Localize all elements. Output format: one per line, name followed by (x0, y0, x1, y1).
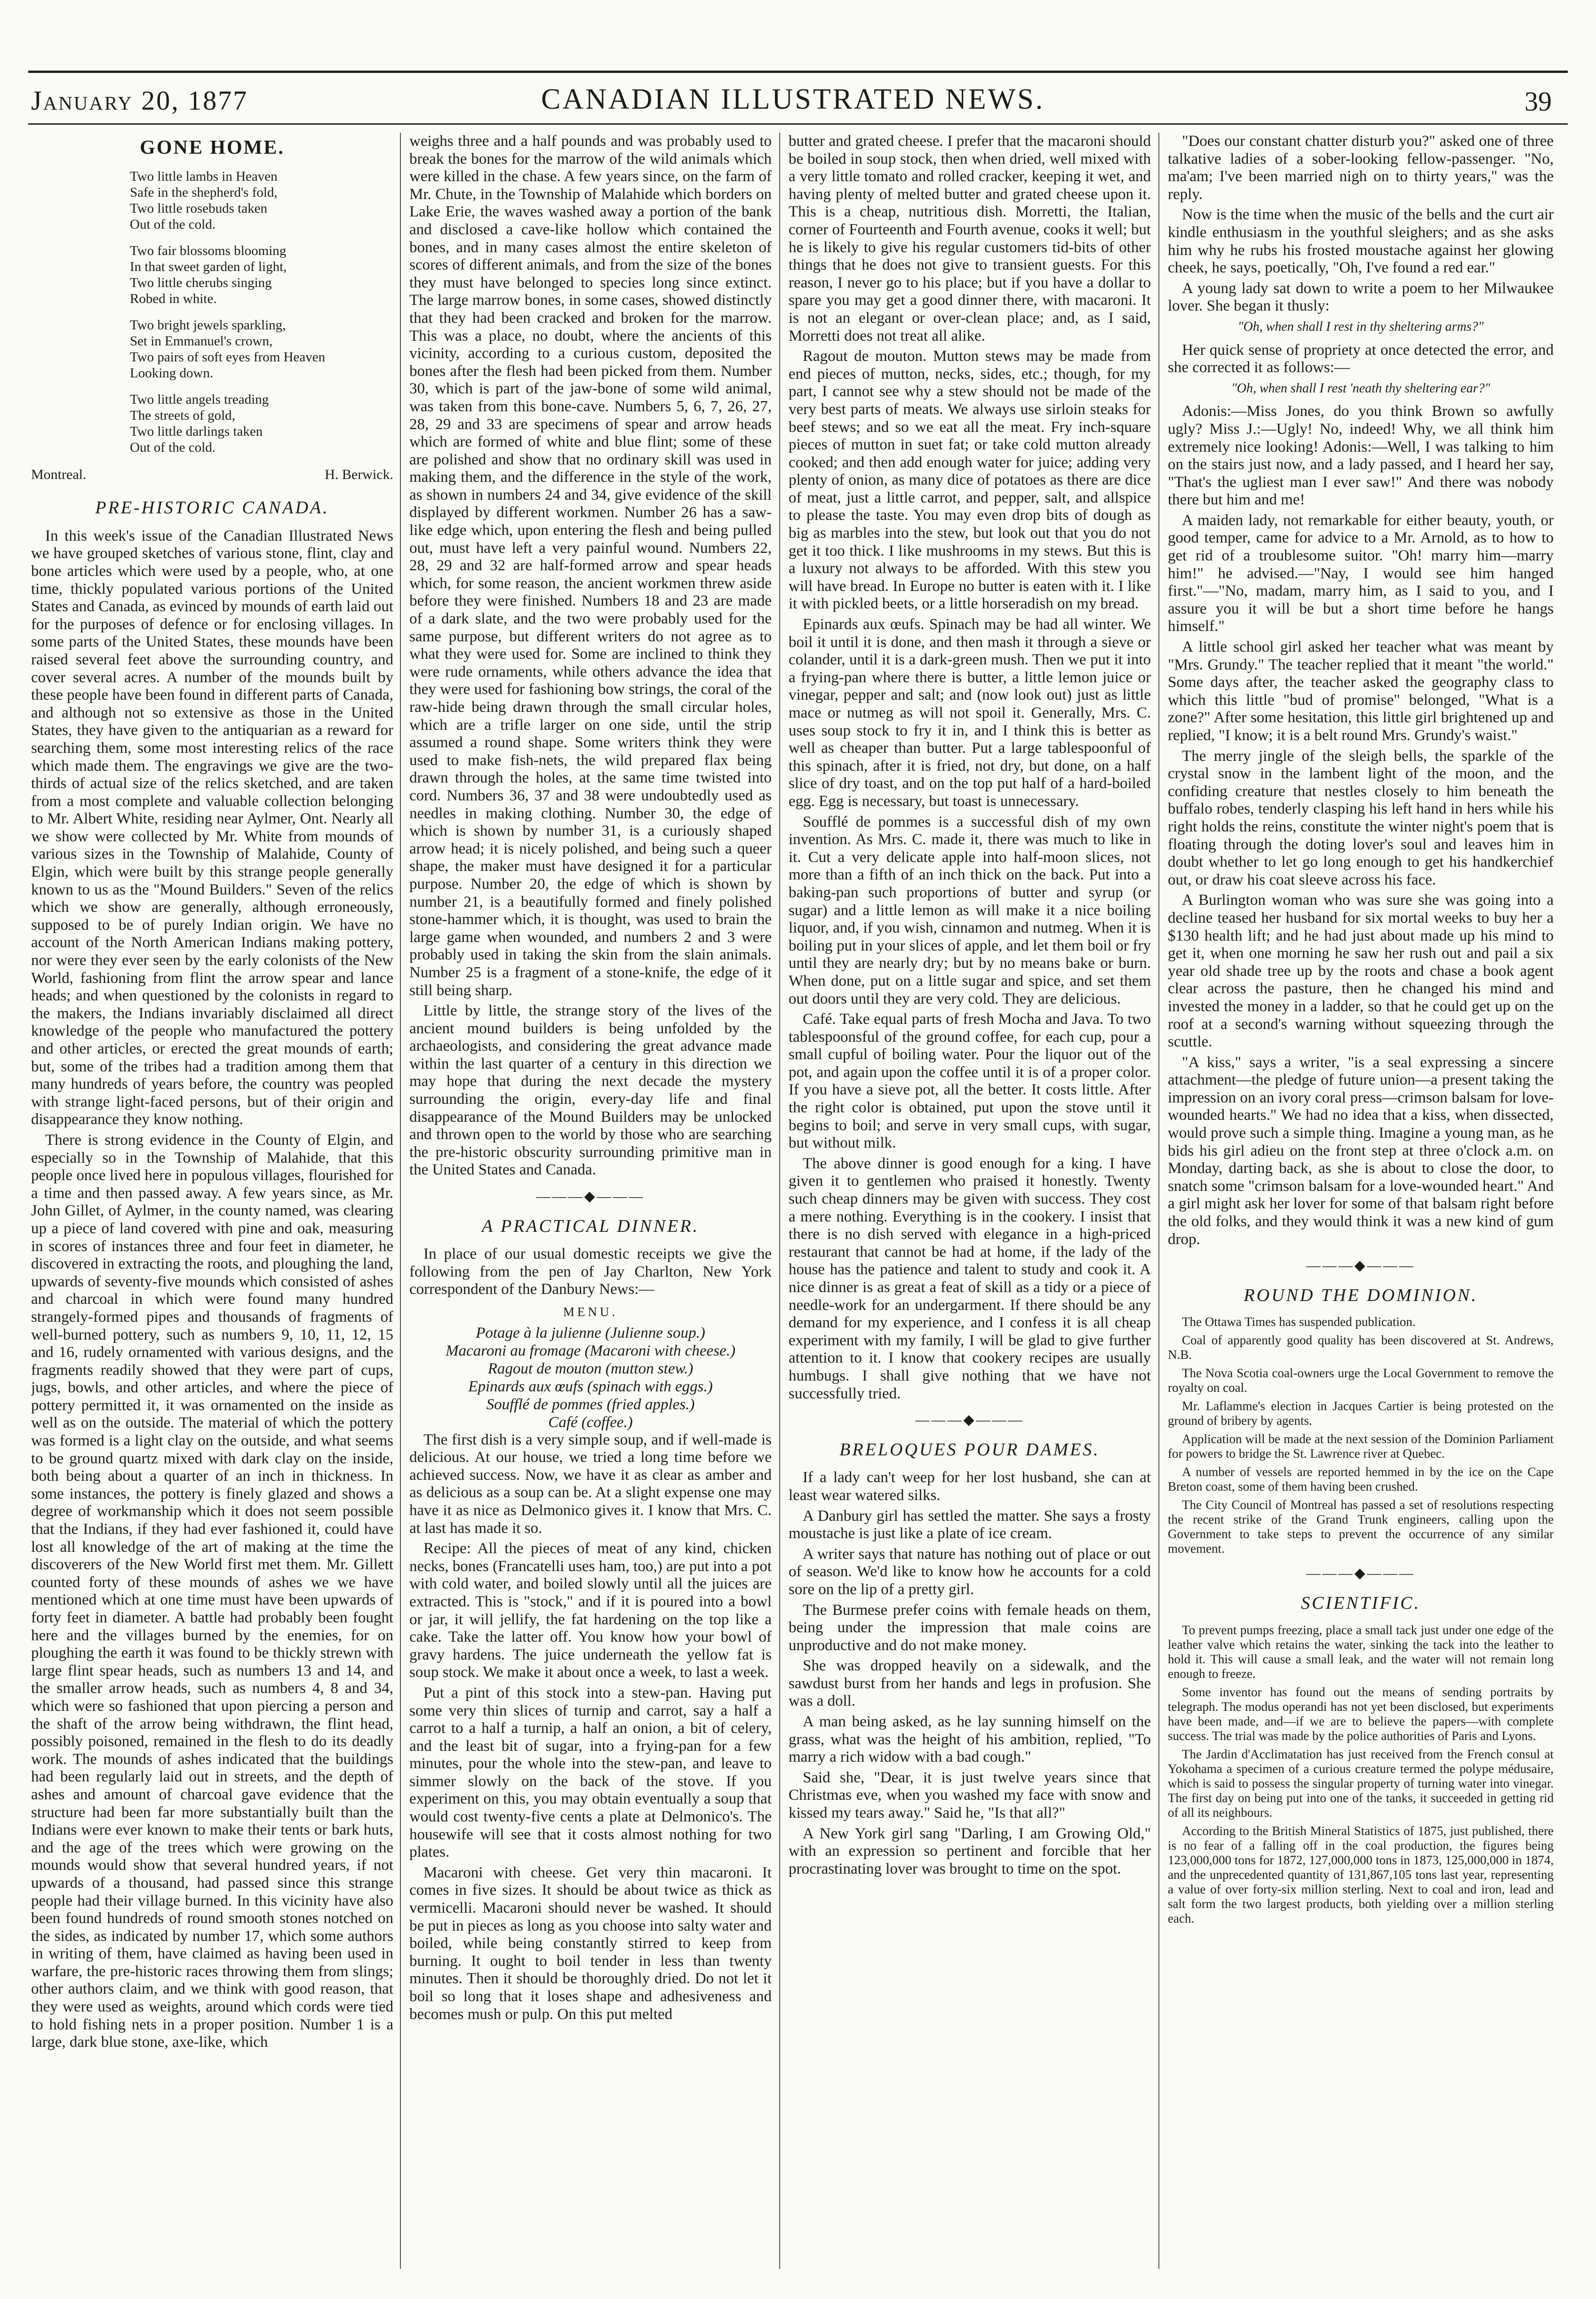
menu-item: Ragout de mouton (mutton stew.) (487, 1360, 694, 1377)
poem-line: Two little angels treading (130, 391, 269, 407)
column-4 (1168, 133, 1554, 2269)
poem-line: Two little lambs in Heaven (130, 168, 278, 184)
poem-stanza (130, 243, 393, 307)
joke-item: If a lady can't weep for her lost husband, she can at least wear watered silks. (789, 1469, 1151, 1504)
news-item: A number of vessels are reported hemmed in by the ice on the Cape Breton coast, some of them having been crushed. (1168, 1465, 1554, 1494)
section-title-prehistoric: PRE-HISTORIC CANADA. (95, 498, 329, 518)
joke-item: The merry jingle of the sleigh bells, the sparkle of the crystal snow in the lambent light of the moon, and the confiding creature that nestles closely to him beneath the buffalo robes, tenderly clasping his left hand in hers while his right holds the reins, constitute the winter night's poem that is floating through the doting lover's soul and leaves him in doubt whether to let go long enough to get his handkerchief out, or draw his coat sleeve across his face. (1168, 747, 1554, 888)
poem-line: In that sweet garden of light, (130, 259, 287, 274)
header-bottom-rule (28, 123, 1568, 125)
poem-stanza (130, 168, 393, 232)
news-item: Mr. Laflamme's election in Jacques Cartier is being protested on the ground of bribery by agents. (1168, 1399, 1554, 1428)
running-date: January 20, 1877 (31, 85, 248, 116)
joke-item: Said she, "Dear, it is just twelve years since that Christmas eve, when you washed my face with snow and kissed my tears away." Said he, "Is that all?" (789, 1769, 1151, 1822)
poem-stanza (130, 391, 393, 455)
joke-item: "Does our constant chatter disturb you?" asked one of three talkative ladies of a sober-looking fellow-passenger. "No, ma'am; I've been married nigh on to thirty years," was the reply. (1168, 133, 1554, 203)
joke-item: A little school girl asked her teacher what was meant by "Mrs. Grundy." The teacher replied that it meant "the world." Some days after, the teacher asked the geography class to which this little "bud of promise" belonged, "What is a zone?" After some hesitation, this little girl brightened up and replied, "I know; it is a belt round Mrs. Grundy's waist." (1168, 639, 1554, 744)
joke-item: A maiden lady, not remarkable for either beauty, youth, or good temper, came for advice to a Mr. Arnold, as to how to get rid of a troublesome suitor. "Oh! marry him—marry him!" he advised.—"Nay, I would see him hanged first."—"No, madam, marry him, as I said to you, and I assure you it will be but a short time before he hangs himself." (1168, 511, 1554, 635)
section-title-dominion: ROUND THE DOMINION. (1244, 1285, 1478, 1305)
news-item: Some inventor has found out the means of sending portraits by telegraph. The modus operandi has not yet been disclosed, but experiments have been made, and—if we are to believe the papers—with complete success. The trial was made by the police authorities of Paris and Lyons. (1168, 1684, 1554, 1743)
column-rule (1158, 133, 1159, 2269)
menu-item: Macaroni au fromage (Macaroni with cheese.) (446, 1342, 735, 1359)
section-title-dinner: A PRACTICAL DINNER. (481, 1216, 699, 1236)
section-divider: ———◆——— (1306, 1258, 1415, 1274)
article-paragraph: Little by little, the strange story of the lives of the ancient mound builders is being unfolded by the archaeologists, and considering the great advance made within the last quarter of a century in this direction we may hope that during the next decade the mystery surrounding the origin, every-day life and final disappearance of the Mound Builders may be unlocked and thrown open to the world by those who are searching the pre-historic obscurity surrounding primitive man in the United States and Canada. (409, 1002, 772, 1179)
menu-item: Café (coffee.) (548, 1413, 633, 1431)
news-item: The Nova Scotia coal-owners urge the Local Government to remove the royalty on coal. (1168, 1366, 1554, 1395)
poem-stanza (130, 317, 393, 381)
menu-item: Soufflé de pommes (fried apples.) (486, 1396, 695, 1413)
column-3 (789, 133, 1151, 2269)
news-item: According to the British Mineral Statistics of 1875, just published, there is no fear of a falling off in the coal production, the figures being 123,000,000 tons for 1872, 127,000,000 tons in 1873, 125,000,000 in 1874, and the unprecedented quantity of 131,867,105 tons last year, representing a value of over forty-six million sterling. Next to coal and iron, lead and salt form the two largest products, both yielding over a million sterling each. (1168, 1823, 1554, 1925)
section-divider: ———◆——— (915, 1412, 1024, 1428)
poem-line: Two bright jewels sparkling, (130, 317, 286, 333)
menu-heading: MENU. (563, 1305, 618, 1319)
joke-item: The Burmese prefer coins with female heads on them, being under the impression that male coins are unproductive and do not make money. (789, 1601, 1151, 1654)
poem-line: Out of the cold. (130, 216, 216, 232)
joke-item: A young lady sat down to write a poem to her Milwaukee lover. She began it thusly: (1168, 279, 1554, 315)
menu-item: Potage à la julienne (Julienne soup.) (476, 1324, 705, 1341)
poem-line: Two little cherubs singing (130, 275, 272, 290)
news-item: The Ottawa Times has suspended publication. (1182, 1315, 1416, 1329)
joke-item: A writer says that nature has nothing out of place or out of season. We'd like to know how he accounts for a cold sore on the lip of a pretty girl. (789, 1545, 1151, 1598)
poem-line: Two pairs of soft eyes from Heaven (130, 349, 326, 365)
news-item: The Jardin d'Acclimatation has just received from the French consul at Yokohama a specimen of a curious creature termed the polype médusaire, which is said to possess the singular property of turning water into vinegar. The first day on being put into one of the tanks, it succeeded in getting rid of all its neighbours. (1168, 1747, 1554, 1820)
article-paragraph: Put a pint of this stock into a stew-pan. Having put some very thin slices of turnip and carrot, say a half a carrot to a half a turnip, a half an onion, a bit of celery, and the least bit of sugar, into a frying-pan for a few minutes, pour the whole into the stew-pan, and leave to simmer slowly on the back of the stove. If you experiment on this, you may obtain eventually a soup that would cost twenty-five cents a plate at Delmonico's. The housewife will see that it costs almost nothing for two plates. (409, 1684, 772, 1861)
news-item: Application will be made at the next session of the Dominion Parliament for powers to bridge the St. Lawrence river at Quebec. (1168, 1432, 1554, 1461)
article-paragraph: Soufflé de pommes is a successful dish of my own invention. As Mrs. C. made it, there was much to like in it. Cut a very delicate apple into half-moon slices, not more than a fifth of an inch thick on the back. Put into a baking-pan such proportions of butter and syrup (or sugar) and a little lemon as will make it a nice boiling liquor, and, if you wish, cinnamon and nutmeg. When it is boiling put in your slices of apple, and let them boil or fry until they are nearly dry; but by no means bake or burn. When done, put on a little sugar and spice, and set them out doors until they are very cold. They are delicious. (789, 813, 1151, 1007)
verse-line: "Oh, when shall I rest 'neath thy sheltering ear?" (1231, 381, 1491, 396)
poem-line: Looking down. (130, 365, 214, 381)
joke-item: A man being asked, as he lay sunning himself on the grass, what was the height of his ambition, replied, "To marry a rich widow with a bad cough." (789, 1713, 1151, 1766)
article-paragraph: Ragout de mouton. Mutton stews may be made from end pieces of mutton, necks, sides, etc.; though, for my part, I cannot see why a stew should not be made of the very best parts of meats. We always use sirloin steaks for beef stews; and so we eat all the meat. Fry inch-square pieces of mutton in suet fat; or take cold mutton already cooked; and then add enough water for juice; adding very plenty of onion, as many dice of potatoes as there are dice of meat, just a little carrot, and pepper, salt, and allspice to please the taste. You may even drop bits of dough as big as marbles into the stew, but look out that you do not get it too thick. I like mushrooms in my stews. But this is a luxury not always to be afforded. With this stew you will have bread. In Europe no butter is eaten with it. I like it with pickled beets, or a little horseradish on my bread. (789, 348, 1151, 613)
news-item: To prevent pumps freezing, place a small tack just under one edge of the leather valve which retains the water, sinking the tack into the leather to hold it. This will cause a small leak, and the water will not remain long enough to freeze. (1168, 1622, 1554, 1681)
news-item: The City Council of Montreal has passed a set of resolutions respecting the recent strike of the Grand Trunk engineers, calling upon the Government to take steps to prevent the occurrence of any similar movement. (1168, 1498, 1554, 1556)
verse-line: "Oh, when shall I rest in thy sheltering arms?" (1237, 319, 1484, 334)
joke-item: A New York girl sang "Darling, I am Growing Old," with an expression so pertinent and forcible that her procrastinating lover was brought to time on the spot. (789, 1825, 1151, 1877)
section-divider: ———◆——— (1306, 1565, 1415, 1581)
article-paragraph: The above dinner is good enough for a king. I have given it to gentlemen who praised it honestly. Twenty such cheap dinners may be given with success. They cost a mere nothing. Everything is in the cookery. I insist that there is no dish served with elegance in a high-priced restaurant that cannot be had at home, if the lady of the house has the patience and talent to study and cook it. A nice dinner is as great a feat of skill as a tidy or a piece of needle-work for an undergarment. If there should be any demand for my experience, and I confess it is all cheap experiment with my family, I will be glad to give further attention to it. I know that cookery recipes are usually humbugs. I shall give nothing that we have not successfully tried. (789, 1155, 1151, 1402)
poem-line: Out of the cold. (130, 439, 216, 455)
joke-item: "A kiss," says a writer, "is a seal expressing a sincere attachment—the pledge of future union—a present taking the impression on an ivory coral press—crimson balsam for love-wounded hearts." We had no idea that a kiss, when dissected, would prove such a simple thing. Imagine a young man, as he bids his girl adieu on the front step at three o'clock a.m. on Monday, darting back, as she is about to close the door, to snatch some "crimson balsam for a love-wounded heart." And a girl might ask her lover for some of that balsam right before the old folks, and they would think it was a new kind of gum drop. (1168, 1054, 1554, 1248)
article-paragraph: weighs three and a half pounds and was probably used to break the bones for the marrow of the wild animals which were killed in the chase. A few years since, on the farm of Mr. Chute, in the Township of Malahide which borders on Lake Erie, the waves washed away a portion of the bank and disclosed a cave-like hollow which contained the bones, and in many cases almost the entire skeleton of scores of different animals, and from the size of the bones they must have belonged to species long since extinct. The large marrow bones, in some cases, showed distinctly that they had been cracked and broken for the marrow. This was a place, no doubt, where the ancients of this vicinity, according to a curious custom, deposited the bones after the flesh had been picked from them. Number 30, which is part of the jaw-bone of some wild animal, was taken from this bone-cave. Numbers 5, 6, 7, 26, 27, 28, 29 and 33 are specimens of spear and arrow heads which are formed of white and blue flint; some of these are polished and show that no ordinary skill was used in making them, and the difference in the style of the work, as shown in numbers 24 and 34, give evidence of the skill displayed by different workmen. Number 26 has a saw-like edge which, upon entering the flesh and being pulled out, must have left a very painful wound. Numbers 22, 28, 29 and 32 are half-formed arrow and spear heads which, for some reason, the ancient workmen threw aside before they were finished. Numbers 18 and 23 are made of a dark slate, and the two were probably used for the same purpose, but different writers do not agree as to what they were used for. Some are inclined to think they were rude ornaments, while others advance the idea that they were used for fashioning bow strings, the coral of the raw-hide being drawn through the small circular holes, which are a trifle larger on one side, until the strip assumed a round shape. Some writers think they were used to make fish-nets, the wild prepared flax being drawn through the holes, at the same time twisted into cord. Numbers 36, 37 and 38 were undoubtedly used as needles in making clothing. Number 30, the edge of which is shown by number 31, is a curiously shaped arrow head; it is nicely polished, and being such a queer shape, the maker must have designed it for a particular purpose. Number 20, the edge of which is shown by number 21, is a beautifully formed and finely polished stone-hammer which, it is thought, was used to brain the large game when wounded, and numbers 2 and 3 were probably used in taking the skin from the slain animals. Number 25 is a fragment of a stone-knife, the edge of it still being sharp. (409, 133, 772, 999)
poem-line: Safe in the shepherd's fold, (130, 184, 278, 200)
article-paragraph: Café. Take equal parts of fresh Mocha and Java. To two tablespoonsful of the ground coffee, for each cup, pour a small cupful of boiling water. Pour the liquor out of the pot, and again upon the coffee until it is of a proper color. If you have a sieve pot, all the better. It costs little. After the right color is obtained, put upon the stove until it begins to boil; and serve in very small cups, with sugar, but without milk. (789, 1011, 1151, 1152)
poem-signoff (31, 466, 393, 484)
section-title-breloques: BRELOQUES POUR DAMES. (839, 1439, 1100, 1460)
joke-item: A Danbury girl has settled the matter. She says a frosty moustache is just like a plate of ice cream. (789, 1507, 1151, 1542)
header-top-rule (28, 71, 1568, 73)
article-paragraph: In place of our usual domestic receipts we give the following from the pen of Jay Charlton, New York correspondent of the Danbury News:— (409, 1245, 772, 1298)
section-title-scientific: SCIENTIFIC. (1301, 1593, 1421, 1613)
poem-line: Two little rosebuds taken (130, 200, 267, 216)
joke-item: She was dropped heavily on a sidewalk, and the sawdust burst from her hands and legs in profusion. She was a doll. (789, 1657, 1151, 1710)
article-paragraph: In this week's issue of the Canadian Illustrated News we have grouped sketches of various stone, flint, clay and bone articles which were used by a people, who, at one time, thickly populated various portions of the United States and Canada, as evinced by mounds of earth laid out for the purposes of defence or for enclosing villages. In some parts of the United States, these mounds have been raised several feet above the surrounding country, and cover several acres. A number of the mounds built by these people have been found in different parts of Canada, and although not so extensive as those in the United States, they have given to the antiquarian as a reward for searching them, some most interesting relics of the race which made them. The engravings we give are the two-thirds of actual size of the relics sketched, and are taken from a most complete and valuable collection belonging to Mr. Albert White, residing near Aylmer, Ont. Nearly all we show were collected by Mr. White from mounds of various sizes in the Township of Malahide, County of Elgin, which were built by this strange people generally known to us as the "Mound Builders." Seven of the relics which we show are generally, although erroneously, supposed to be of purely Indian origin. We have no account of the North American Indians making pottery, nor were they ever seen by the early colonists of the New World, fashioning from flint the arrow spear and lance heads; and when questioned by the colonists in regard to the makers, the Indians invariably disclaimed all direct knowledge of the people who manufactured the pottery and other articles, or erected the great mounds of earth; but, some of the tribes had a tradition among them that many hundreds of years before, the country was peopled with strange light-faced persons, but of their origin and disappearance they know nothing. (31, 527, 393, 1128)
column-rule (400, 133, 401, 2269)
poem-line: Two fair blossoms blooming (130, 243, 287, 258)
joke-item: A Burlington woman who was sure she was going into a decline teased her husband for six mortal weeks to buy her a $130 health lift; and he had just about made up his mind to get it, when one morning he saw her rush out and pail a six year old shade tree up by the roots and chase a book agent clear across the pasture, then he changed his mind and invested the money in a ladder, so that he could get up on the roof at a second's warning without squeezing through the scuttle. (1168, 892, 1554, 1051)
poem-place: Montreal. (31, 466, 87, 482)
news-item: Coal of apparently good quality has been discovered at St. Andrews, N.B. (1168, 1333, 1554, 1362)
poem-line: The streets of gold, (130, 407, 235, 423)
column-1 (31, 133, 393, 2269)
joke-item: Now is the time when the music of the bells and the curt air kindle enthusiasm in the youthful sleighers; and as she asks him why he rubs his frosted moustache against her glowing cheek, he says, poetically, "Oh, I've found a red ear." (1168, 206, 1554, 277)
poem-title: GONE HOME. (140, 137, 285, 159)
poem-line: Robed in white. (130, 291, 217, 306)
article-paragraph: There is strong evidence in the County of Elgin, and especially so in the Township of Malahide, that this people once lived here in populous villages, flourished for a time and then passed away. A few years since, as Mr. John Gillet, of Aylmer, in the county named, was clearing up a piece of land covered with pine and oak, measuring in scores of instances three and four feet in diameter, he discovered in extracting the roots, and ploughing the land, upwards of seventy-five mounds which consisted of ashes and charcoal in which were found many hundred strangely-formed pipes and thousands of fragments of well-burned pottery, such as numbers 9, 10, 11, 12, 15 and 16, rudely ornamented with various designs, and the fragments readily showed that they were part of cups, jugs, bowls, and other articles, and where the piece of pottery permitted it, it was ornamented on the inside as well as on the outside. The material of which the pottery was formed is a light clay on the outside, and what seems to be ground quartz mixed with dark clay on the inside, both being about a quarter of an inch in thickness. In some instances, the pottery is finely glazed and shows a degree of workmanship which it does not seem possible that the Indians, if they had ever fashioned it, could have lost all knowledge of the art of making at the time the discoverers of the New World first met them. Mr. Gillett counted forty of these mounds of ashes we we have mentioned which at one time must have been upwards of forty feet in diameter. A battle had probably been fought here and the villages burned by the enemies, for on ploughing the earth it was found to be thickly strewn with large flint spear heads, such as numbers 13 and 14, and the smaller arrow heads, such as numbers 4, 8 and 34, which were so fashioned that upon piercing a person and the shaft of the arrow being withdrawn, the flint head, possibly poisoned, remained in the flesh to do its deadly work. The mounds of ashes indicated that the buildings had been regularly laid out in streets, and the depth of ashes and amount of charcoal gave evidence that the structure had been far more substantially built than the Indians were ever known to make their tents or bark huts, and the age of the trees which were growing on the mounds would show that several hundred years, if not upwards of a thousand, had passed since this strange people had their village burned. In this vicinity have also been found hundreds of round smooth stones notched on the sides, as indicated by number 17, which some authors in writing of them, have claimed as having been used in warfare, the pre-historic races throwing them from slings; other authors claim, and we think with good reason, that they were used as weights, around which cords were tied to hold fishing nets in a proper position. Number 1 is a large, dark blue stone, axe-like, which (31, 1131, 393, 2051)
article-paragraph: Epinards aux œufs. Spinach may be had all winter. We boil it until it is done, and then mash it through a sieve or colander, until it is a dark-green mush. Then we put it into a frying-pan where there is butter, a little lemon juice or vinegar, pepper and salt; and (now look out) just as little mace or nutmeg as will not spoil it. Generally, Mrs. C. uses soup stock to fry it in, and I think this is better as well as cheaper than butter. Put a large tablespoonful of this spinach, after it is fried, not dry, but done, on a half slice of dry toast, and on the top put half of a hard-boiled egg. Egg is necessary, but toast is unnecessary. (789, 616, 1151, 810)
running-title: CANADIAN ILLUSTRATED NEWS. (541, 83, 1045, 115)
poem-line: Set in Emmanuel's crown, (130, 333, 273, 349)
poem-author: H. Berwick. (325, 466, 393, 482)
article-paragraph: butter and grated cheese. I prefer that the macaroni should be boiled in soup stock, then when dried, well mixed with a very little tomato and rolled cracker, keeping it wet, and having plenty of melted butter and grated cheese upon it. This is a cheap, nutritious dish. Morretti, the Italian, corner of Fourteenth and Fourth avenue, cooks it well; but he is likely to give his regular customers tid-bits of other things that he does not give to transient guests. For this reason, I never go to his place; but if you have a dollar to spare you may get a good dinner there, with macaroni. It is not an elegant or over-clean place; and, as I said, Morretti does not treat all alike. (789, 133, 1151, 344)
column-rule (779, 133, 780, 2269)
joke-item: Adonis:—Miss Jones, do you think Brown so awfully ugly? Miss J.:—Ugly! No, indeed! Why, we all think him extremely nice looking! Adonis:—Well, I was talking to him on the stairs just now, and a lady passed, and I heard her say, "That's the ugliest man I ever saw!" And there was nobody there but him and me! (1168, 403, 1554, 509)
article-paragraph: Recipe: All the pieces of meat of any kind, chicken necks, bones (Francatelli uses ham, too,) are put into a pot with cold water, and boiled slowly until all the juices are extracted. This is "stock," and if it is poured into a bowl or jar, it will jellify, the fat hardening on the top like a cake. Take the latter off. You know how your bowl of gravy hardens. The juice underneath the yellow fat is soup stock. We make it about once a week, to last a week. (409, 1540, 772, 1681)
section-divider: ———◆——— (536, 1189, 645, 1205)
article-paragraph: The first dish is a very simple soup, and if well-made is delicious. At our house, we tried a long time before we achieved success. Now, we have it as clear as amber and as delicious as a soup can be. At a slight expense one may have it as nice as Delmonico gives it. I know that Mrs. C. at last has made it so. (409, 1431, 772, 1537)
page-number: 39 (1524, 86, 1552, 117)
article-paragraph: Macaroni with cheese. Get very thin macaroni. It comes in five sizes. It should be about twice as thick as vermicelli. Macaroni should never be washed. It should be put in pieces as long as you choose into salty water and boiled, while being constantly stirred to keep from burning. It ought to boil tender in less than twenty minutes. Then it should be thoroughly dried. Do not let it boil so long that it loses shape and adhesiveness and becomes mush or pulp. On this put melted (409, 1864, 772, 2023)
column-2 (409, 133, 772, 2269)
joke-item: Her quick sense of propriety at once detected the error, and she corrected it as follows:— (1168, 341, 1554, 376)
poem-line: Two little darlings taken (130, 423, 263, 439)
menu-item: Epinards aux œufs (spinach with eggs.) (468, 1378, 713, 1395)
